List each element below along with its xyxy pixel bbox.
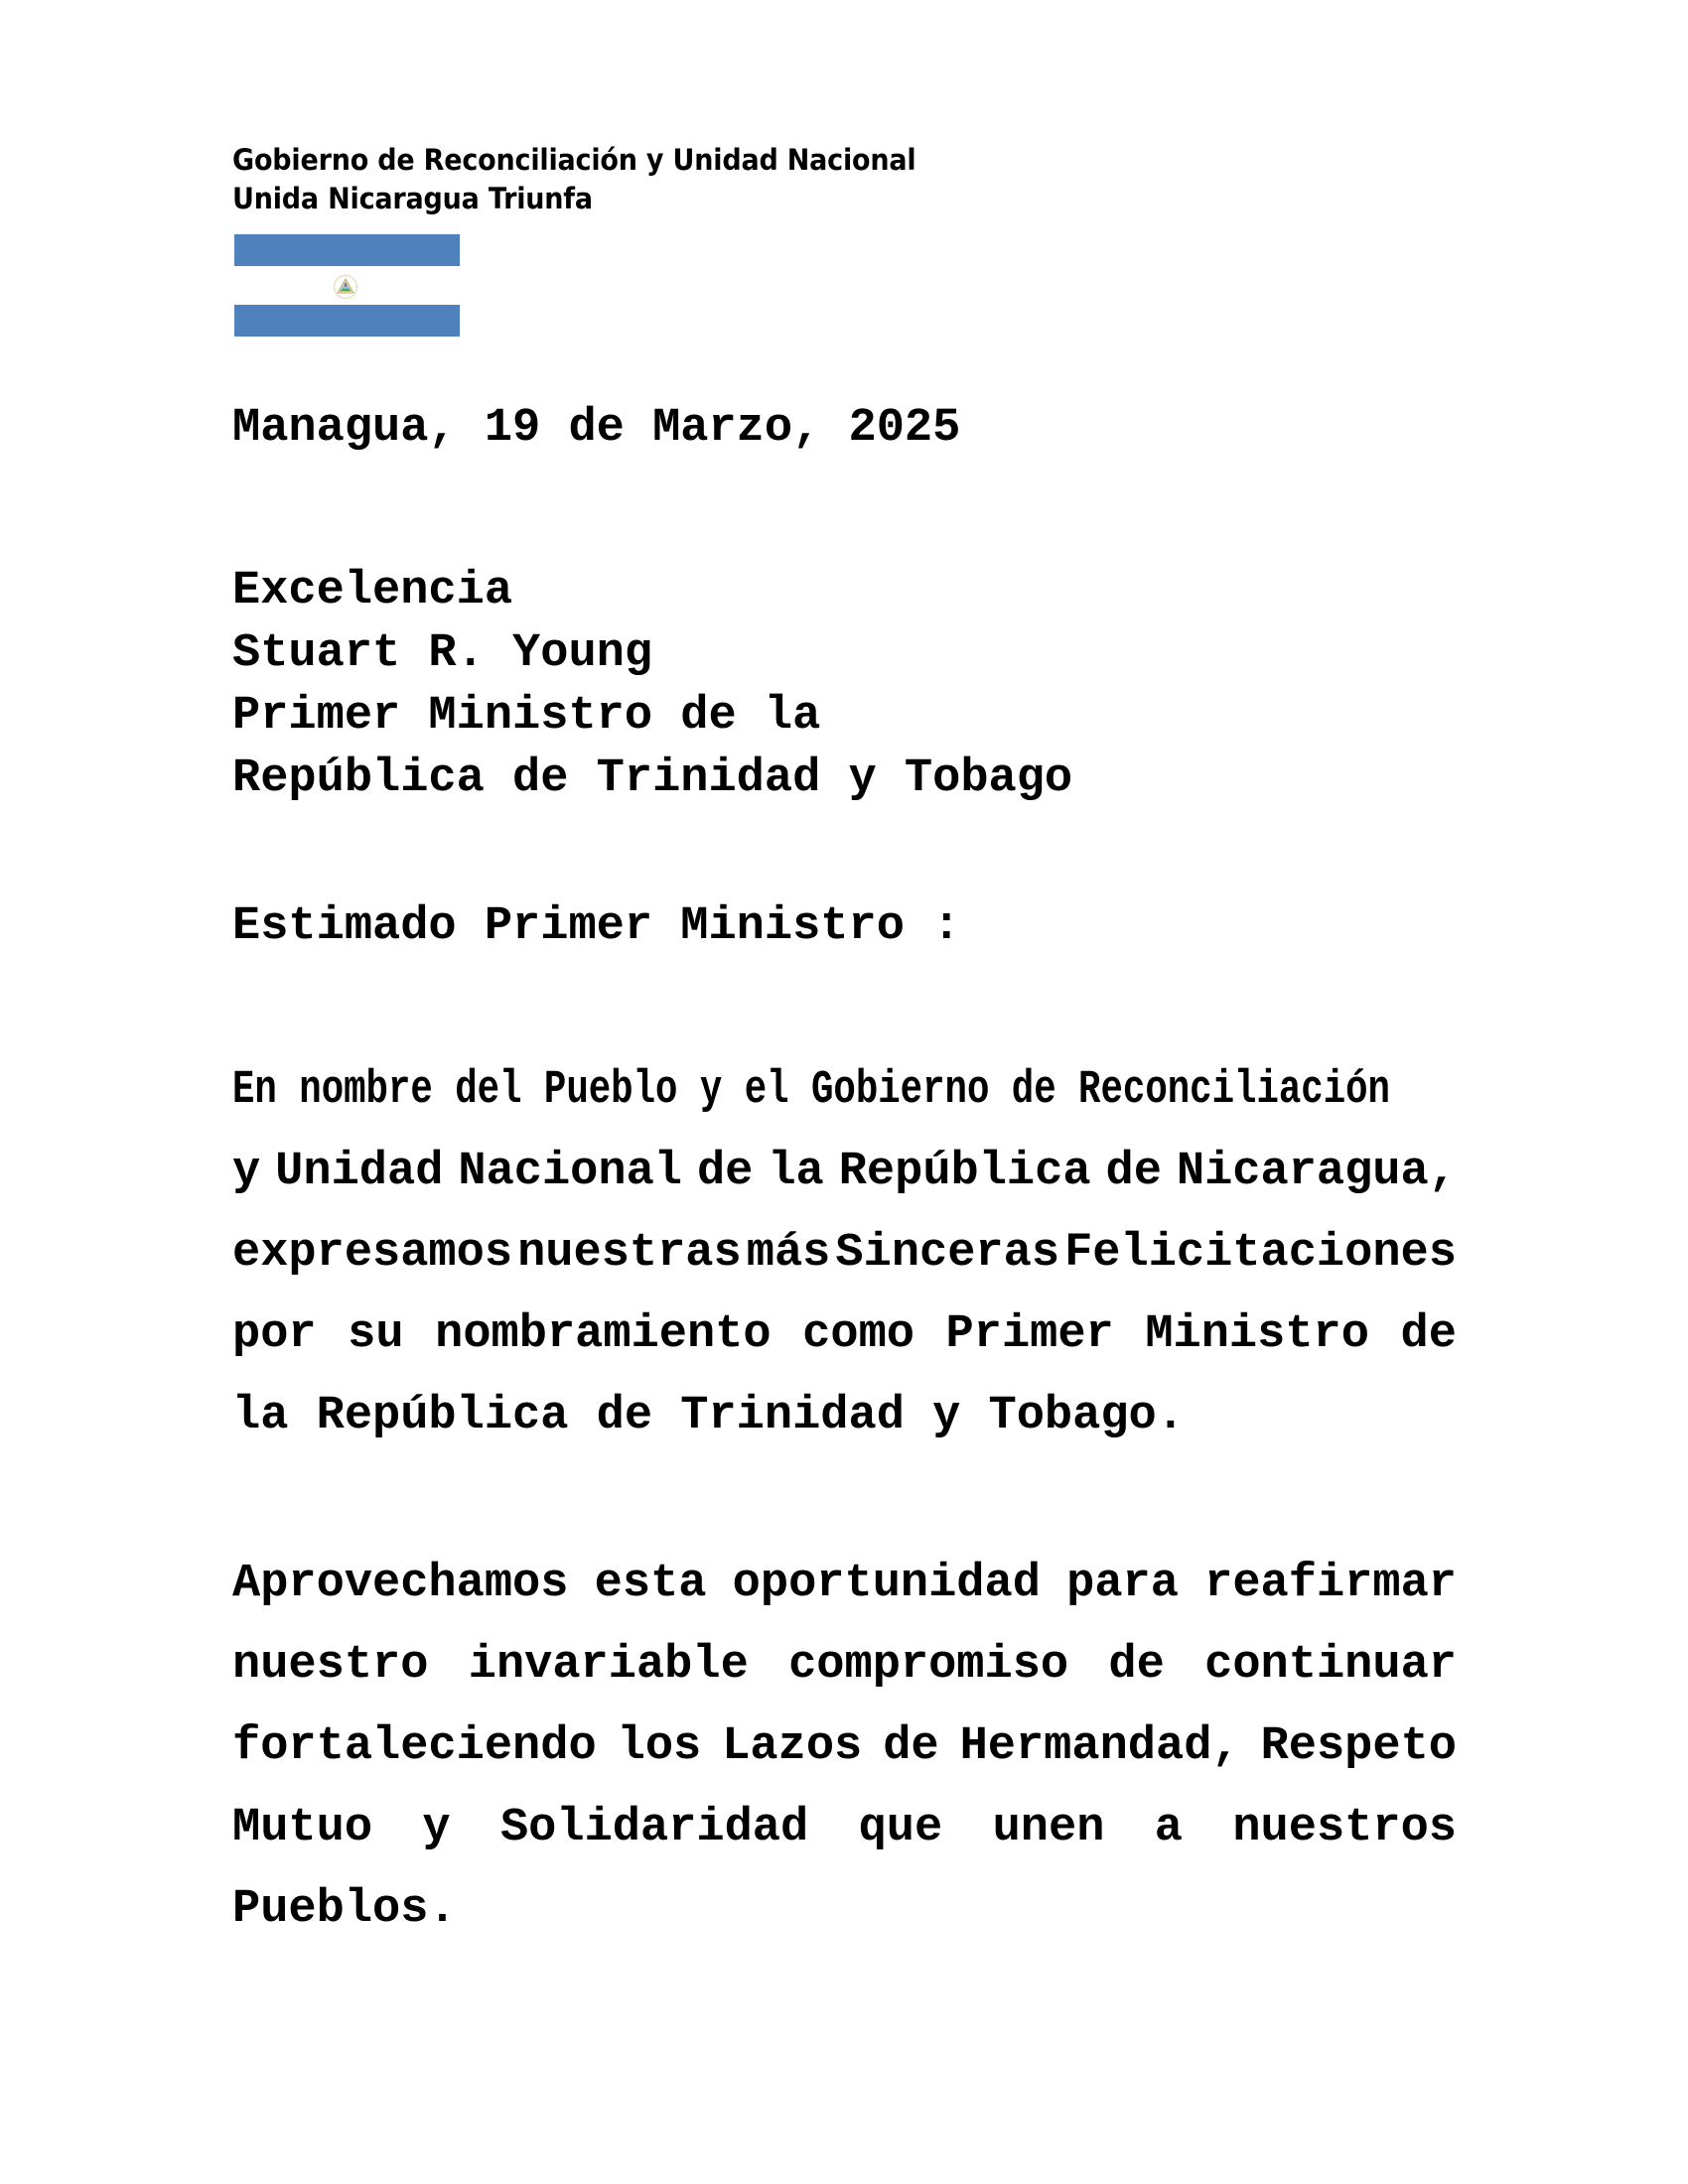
word: República (838, 1146, 1091, 1198)
word: fortaleciendo (232, 1720, 597, 1773)
flag-top-blue-band (234, 234, 460, 266)
word: por (232, 1308, 317, 1361)
word: compromiso (788, 1639, 1069, 1692)
word: de (1400, 1308, 1457, 1361)
nicaragua-flag (234, 234, 460, 337)
word: nuestras (517, 1227, 742, 1280)
paragraph-line (232, 1802, 1457, 1854)
word: de (696, 1146, 754, 1198)
word: Hermandad, (959, 1720, 1240, 1773)
flag-bottom-blue-band (234, 305, 460, 337)
paragraph-line: Pueblos. (232, 1883, 457, 1936)
word: para (1066, 1558, 1179, 1610)
paragraph-line (232, 1308, 1457, 1361)
word: la (768, 1146, 824, 1198)
word: de (883, 1720, 939, 1773)
word: oportunidad (732, 1558, 1041, 1610)
word: Ministro (1145, 1308, 1369, 1361)
word: a (1154, 1802, 1183, 1854)
paragraph-line: la República de Trinidad y Tobago. (232, 1390, 1185, 1442)
paragraph-line (232, 1720, 1457, 1773)
word: de (1105, 1146, 1162, 1198)
word: y (232, 1146, 261, 1198)
word: su (348, 1308, 404, 1361)
word: Solidaridad (499, 1802, 809, 1854)
word: continuar (1204, 1639, 1457, 1692)
word: Felicitaciones (1064, 1227, 1457, 1280)
word: que (858, 1802, 943, 1854)
word: invariable (468, 1639, 749, 1692)
word: esta (594, 1558, 707, 1610)
word: como (802, 1308, 914, 1361)
paragraph-line (232, 1146, 1457, 1198)
recipient-title-line2: República de Trinidad y Tobago (232, 752, 1073, 805)
word: los (617, 1720, 702, 1773)
paragraph-line (232, 1227, 1457, 1280)
word: nombramiento (435, 1308, 772, 1361)
paragraph-line (232, 1639, 1457, 1692)
date-line: Managua, 19 de Marzo, 2025 (232, 402, 961, 455)
word: Unidad (275, 1146, 444, 1198)
word: Respeto (1260, 1720, 1457, 1773)
letterhead-government-name: Gobierno de Reconciliación y Unidad Nacional (232, 143, 916, 177)
word: Mutuo (232, 1802, 373, 1854)
word: más (746, 1227, 831, 1280)
recipient-honorific: Excelencia (232, 565, 513, 617)
coat-of-arms-icon (333, 274, 358, 300)
paragraph-line: En nombre del Pueblo y el Gobierno de Reconciliación (232, 1064, 1390, 1117)
word: Primer (945, 1308, 1114, 1361)
recipient-title-line1: Primer Ministro de la (232, 690, 821, 743)
word: y (422, 1802, 451, 1854)
word: unen (992, 1802, 1105, 1854)
word: Lazos (722, 1720, 863, 1773)
salutation: Estimado Primer Ministro : (232, 900, 961, 953)
word: reafirmar (1204, 1558, 1457, 1610)
word: de (1108, 1639, 1165, 1692)
word: Nicaragua, (1176, 1146, 1457, 1198)
word: expresamos (232, 1227, 513, 1280)
word: Nacional (458, 1146, 682, 1198)
word: nuestro (232, 1639, 429, 1692)
letterhead-slogan: Unida Nicaragua Triunfa (232, 182, 593, 215)
paragraph-line (232, 1558, 1457, 1610)
word: Aprovechamos (232, 1558, 569, 1610)
word: nuestros (1232, 1802, 1457, 1854)
word: Sinceras (835, 1227, 1060, 1280)
recipient-name: Stuart R. Young (232, 627, 653, 680)
